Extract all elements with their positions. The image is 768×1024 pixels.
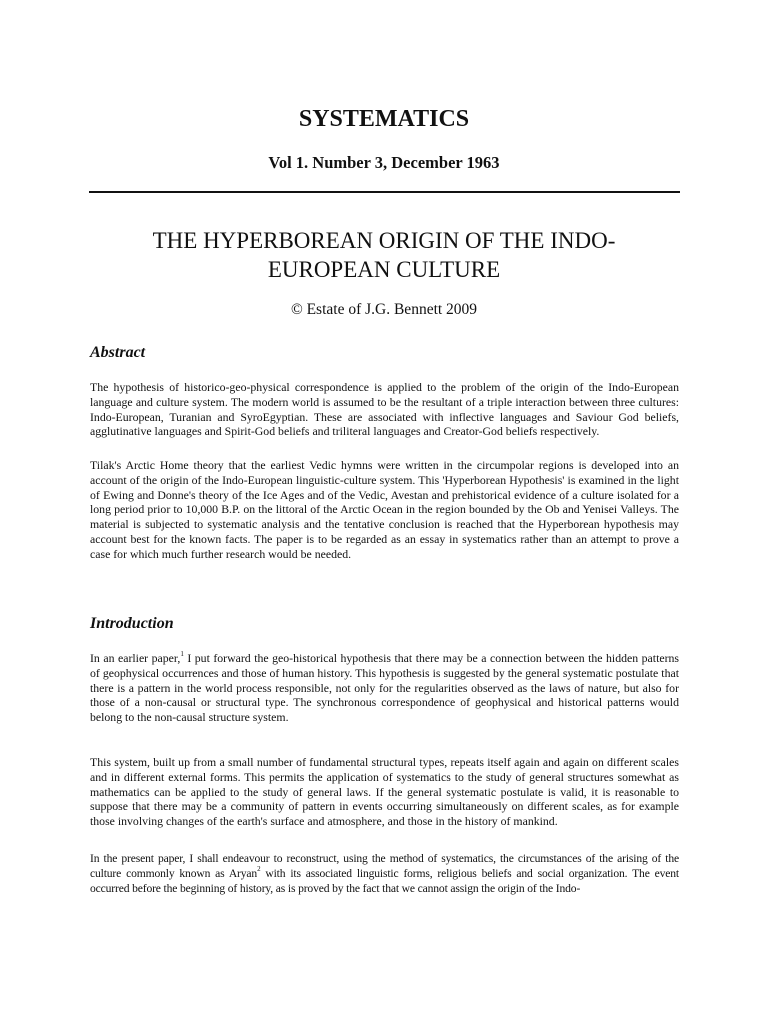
- article-title-line-1: THE HYPERBOREAN ORIGIN OF THE INDO-: [152, 228, 616, 253]
- article-title-line-2: EUROPEAN CULTURE: [267, 257, 501, 282]
- abstract-paragraph-1: The hypothesis of historico-geo-physical correspondence is applied to the problem of the origin of the Indo-European language and culture system. The modern world is assumed to be the resultant of a triple interaction between three cultures: Indo-European, Turanian and SyroEgyptian. These are associated with inflective languages and Saviour God beliefs, agglutinative languages and Spirit-God beliefs and triliteral languages and Creator-God beliefs respectively.: [90, 380, 679, 439]
- paragraph-text: In the present paper, I shall endeavour to reconstruct, using the method of systematics, the circumstances of the arising of the culture commonly known as Aryan: [90, 852, 679, 880]
- footnote-ref-1[interactable]: 1: [180, 650, 184, 659]
- copyright-notice: © Estate of J.G. Bennett 2009: [290, 301, 478, 318]
- abstract-heading: Abstract: [90, 344, 146, 361]
- introduction-paragraph-1: [90, 651, 679, 725]
- article-title: [100, 226, 668, 284]
- introduction-paragraph-2: This system, built up from a small number of fundamental structural types, repeats itself again and again on different scales and in different external forms. This permits the application of systematics to the study of general structures somewhat as mathematics can be applied to the study of general laws. If the general systematic postulate is valid, it is reasonable to suppose that there may be a community of pattern in events occurring simultaneously on different scales, as for example those involving changes of the earth's surface and atmosphere, and those in the history of mankind.: [90, 755, 679, 829]
- paragraph-text: with its associated linguistic forms, religious beliefs and social organization. The event occurred before the beginning of history, as is proved by the fact that we cannot assign the origin of the Indo-: [90, 866, 679, 895]
- introduction-heading: Introduction: [90, 615, 174, 632]
- journal-title: SYSTEMATICS: [298, 106, 470, 132]
- introduction-paragraph-3: [90, 852, 679, 896]
- issue-info: Vol 1. Number 3, December 1963: [268, 153, 500, 172]
- header-divider: [89, 191, 680, 193]
- paragraph-text: I put forward the geo-historical hypothesis that there may be a connection between the hidden patterns of geophysical occurrences and those of human history. This hypothesis is suggested by the general systematic postulate that there is a pattern in the world process responsible, not only for the regularities observed as the laws of nature, but also for those of a non-causal or structural type. The synchronous correspondence of geophysical and historical patterns would belong to the non-causal structure system.: [90, 651, 679, 725]
- abstract-paragraph-2: Tilak's Arctic Home theory that the earliest Vedic hymns were written in the circumpolar regions is developed into an account of the origin of the Indo-European linguistic-culture system. This 'Hyperborean Hypothesis' is examined in the light of Ewing and Donne's theory of the Ice Ages and of the Vedic, Avestan and prehistorical evidence of a culture isolated for a long period prior to 10,000 B.P. on the littoral of the Arctic Ocean in the region bounded by the Ob and Yenisei Valleys. The material is subjected to systematic analysis and the tentative conclusion is reached that the Hyperborean hypothesis may account best for the known facts. The paper is to be regarded as an essay in systematics rather than an attempt to prove a case for which much further research would be needed.: [90, 458, 679, 561]
- paragraph-text: In an earlier paper,: [90, 651, 181, 665]
- footnote-ref-2[interactable]: 2: [257, 864, 261, 873]
